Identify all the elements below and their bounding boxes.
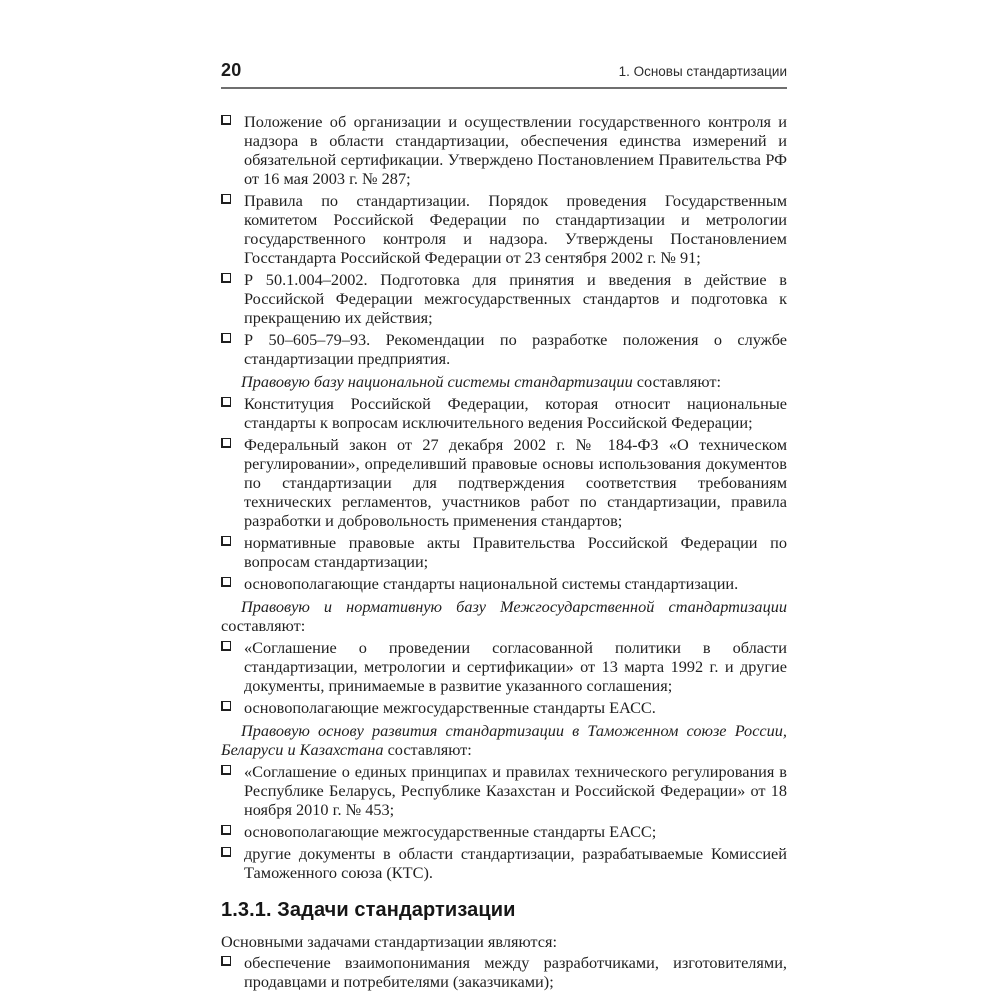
list-item — [221, 270, 787, 327]
section-heading: 1.3.1. Задачи стандартизации — [221, 899, 516, 921]
lead-paragraph-regular: составляют: — [221, 616, 306, 635]
list-item — [221, 533, 787, 571]
square-bullet-icon — [221, 641, 231, 651]
square-bullet-icon — [221, 765, 231, 775]
square-bullet-icon — [221, 577, 231, 587]
list-item-text: «Соглашение о проведении согласованной политики в области стандартизации, метрологии и сертификации» от 13 марта 1992 г. и другие документы, принимаемые в развитие указанного соглашения; — [244, 638, 787, 695]
list-item-text: Р 50.1.004–2002. Подготовка для принятия и введения в действие в Российской Федерации межгосударственных стандартов и подготовка к прекращению их действия; — [244, 270, 787, 327]
lead-paragraph — [221, 372, 787, 391]
square-bullet-icon — [221, 701, 231, 711]
list-item — [221, 822, 787, 841]
list-item-text: основополагающие межгосударственные стандарты ЕАСС; — [244, 822, 657, 841]
lead-paragraph-regular: составляют: — [387, 740, 472, 759]
lead-paragraph-italic: Правовую и нормативную базу Межгосударственной стандартизации — [241, 597, 787, 616]
list-item — [221, 191, 787, 267]
list-item-text: Положение об организации и осуществлении государственного контроля и надзора в области стандартизации, обеспечения единства измерений и обязательной сертификации. Утверждено Постановлением Правительства РФ от 16 мая 2003 г. № 287; — [244, 112, 787, 188]
list-item-text: Конституция Российской Федерации, которая относит национальные стандарты к вопросам исключительного ведения Российской Федерации; — [244, 394, 787, 432]
lead-paragraph-italic: Правовую основу развития стандартизации в Таможенном союзе России, Беларуси и Казахстана — [221, 721, 787, 759]
square-bullet-icon — [221, 536, 231, 546]
list-item — [221, 574, 787, 593]
list-item — [221, 394, 787, 432]
page-number: 20 — [221, 60, 242, 80]
list-item-text: основополагающие межгосударственные стандарты ЕАСС. — [244, 698, 656, 717]
list-item — [221, 638, 787, 695]
square-bullet-icon — [221, 825, 231, 835]
list-item — [221, 953, 787, 991]
list-item — [221, 435, 787, 530]
list-item-text: другие документы в области стандартизации, разрабатываемые Комиссией Таможенного союза (КТС). — [244, 844, 787, 882]
page-content — [221, 60, 787, 994]
lead-paragraph-regular: составляют: — [636, 372, 722, 391]
lead-paragraph — [221, 721, 787, 759]
paragraph: Основными задачами стандартизации являются: — [221, 932, 557, 951]
list-item — [221, 330, 787, 368]
square-bullet-icon — [221, 273, 231, 283]
lead-paragraph-italic: Правовую базу национальной системы стандартизации — [241, 372, 633, 391]
square-bullet-icon — [221, 847, 231, 857]
square-bullet-icon — [221, 333, 231, 343]
list-item — [221, 762, 787, 819]
list-item — [221, 698, 787, 717]
list-item — [221, 844, 787, 882]
list-item-text: основополагающие стандарты национальной системы стандартизации. — [244, 574, 739, 593]
square-bullet-icon — [221, 194, 231, 204]
list-item-text: Р 50–605–79–93. Рекомендации по разработке положения о службе стандартизации предприятия. — [244, 330, 787, 368]
body-text — [221, 112, 787, 991]
square-bullet-icon — [221, 397, 231, 407]
list-item — [221, 112, 787, 188]
square-bullet-icon — [221, 438, 231, 448]
square-bullet-icon — [221, 115, 231, 125]
list-item-text: Правила по стандартизации. Порядок проведения Государственным комитетом Российской Федерации по стандартизации и метрологии государственного контроля и надзора. Утверждены Постановлением Госстандарта Российской Федерации от 23 сентября 2002 г. № 91; — [244, 191, 787, 267]
list-item-text: обеспечение взаимопонимания между разработчиками, изготовителями, продавцами и потребителями (заказчиками); — [244, 953, 787, 991]
lead-paragraph — [221, 597, 787, 635]
page-header — [221, 60, 787, 89]
list-item-text: «Соглашение о единых принципах и правилах технического регулирования в Республике Беларусь, Республике Казахстан и Российской Федерации» от 18 ноября 2010 г. № 453; — [244, 762, 787, 819]
running-chapter-title: 1. Основы стандартизации — [618, 64, 787, 79]
list-item-text: нормативные правовые акты Правительства Российской Федерации по вопросам стандартизации; — [244, 533, 787, 571]
list-item-text: Федеральный закон от 27 декабря 2002 г. № 184-ФЗ «О техническом регулировании», определивший правовые основы использования документов по стандартизации для подтверждения соответствия требованиям технических регламентов, участников работ по стандартизации, правила разработки и добровольность применения стандартов; — [244, 435, 787, 530]
square-bullet-icon — [221, 956, 231, 966]
